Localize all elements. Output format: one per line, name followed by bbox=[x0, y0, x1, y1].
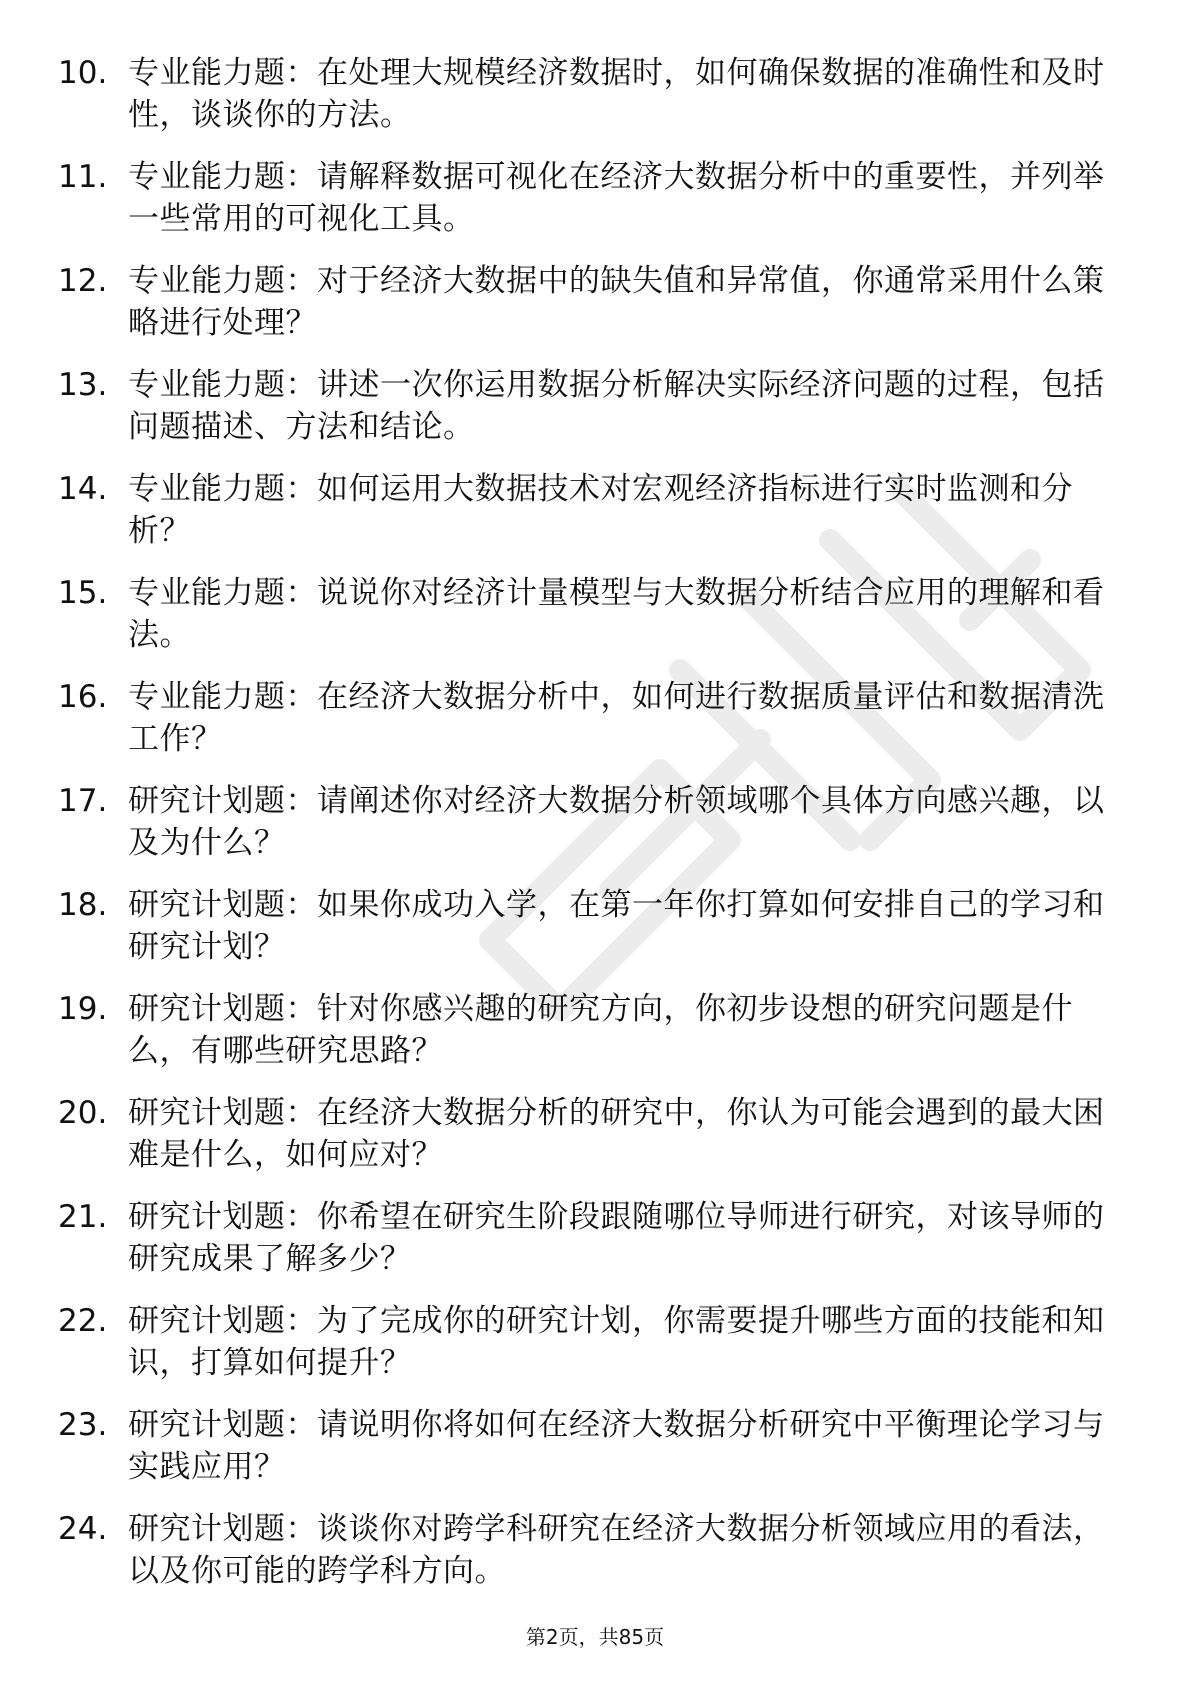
question-item bbox=[58, 572, 1128, 676]
question-text: 研究计划题：谈谈你对跨学科研究在经济大数据分析领域应用的看法，以及你可能的跨学科方向。 bbox=[128, 1511, 1105, 1589]
question-text: 专业能力题：在处理大规模经济数据时，如何确保数据的准确性和及时性，谈谈你的方法。 bbox=[128, 55, 1105, 133]
question-text: 研究计划题：为了完成你的研究计划，你需要提升哪些方面的技能和知识，打算如何提升？ bbox=[128, 1303, 1105, 1381]
question-number: 14. bbox=[58, 471, 108, 507]
question-item bbox=[58, 364, 1128, 468]
question-number: 23. bbox=[58, 1407, 108, 1443]
question-number: 21. bbox=[58, 1199, 108, 1235]
question-text: 研究计划题：请阐述你对经济大数据分析领域哪个具体方向感兴趣，以及为什么？ bbox=[128, 783, 1105, 861]
question-item bbox=[58, 1300, 1128, 1404]
question-number: 11. bbox=[58, 159, 108, 195]
question-number: 12. bbox=[58, 263, 108, 299]
question-item bbox=[58, 156, 1128, 260]
question-item bbox=[58, 884, 1128, 988]
question-list bbox=[58, 52, 1128, 1612]
question-item bbox=[58, 468, 1128, 572]
question-item bbox=[58, 676, 1128, 780]
question-text: 专业能力题：在经济大数据分析中，如何进行数据质量评估和数据清洗工作？ bbox=[128, 679, 1105, 757]
question-number: 22. bbox=[58, 1303, 108, 1339]
question-text: 专业能力题：对于经济大数据中的缺失值和异常值，你通常采用什么策略进行处理？ bbox=[128, 263, 1105, 341]
question-number: 17. bbox=[58, 783, 108, 819]
question-item bbox=[58, 988, 1128, 1092]
question-text: 研究计划题：你希望在研究生阶段跟随哪位导师进行研究，对该导师的研究成果了解多少？ bbox=[128, 1199, 1105, 1277]
question-item bbox=[58, 260, 1128, 364]
question-number: 18. bbox=[58, 887, 108, 923]
question-item bbox=[58, 1508, 1128, 1612]
question-text: 研究计划题：在经济大数据分析的研究中，你认为可能会遇到的最大困难是什么，如何应对？ bbox=[128, 1095, 1105, 1173]
question-number: 19. bbox=[58, 991, 108, 1027]
question-text: 研究计划题：如果你成功入学，在第一年你打算如何安排自己的学习和研究计划？ bbox=[128, 887, 1105, 965]
question-item bbox=[58, 1196, 1128, 1300]
question-text: 研究计划题：请说明你将如何在经济大数据分析研究中平衡理论学习与实践应用？ bbox=[128, 1407, 1105, 1485]
question-text: 专业能力题：请解释数据可视化在经济大数据分析中的重要性，并列举一些常用的可视化工具。 bbox=[128, 159, 1105, 237]
question-text: 专业能力题：讲述一次你运用数据分析解决实际经济问题的过程，包括问题描述、方法和结论。 bbox=[128, 367, 1105, 445]
question-number: 10. bbox=[58, 55, 108, 91]
question-number: 24. bbox=[58, 1511, 108, 1547]
question-number: 16. bbox=[58, 679, 108, 715]
question-text: 专业能力题：说说你对经济计量模型与大数据分析结合应用的理解和看法。 bbox=[128, 575, 1105, 653]
question-number: 15. bbox=[58, 575, 108, 611]
question-text: 研究计划题：针对你感兴趣的研究方向，你初步设想的研究问题是什么，有哪些研究思路？ bbox=[128, 991, 1073, 1069]
question-item bbox=[58, 52, 1128, 156]
question-item bbox=[58, 1092, 1128, 1196]
question-text: 专业能力题：如何运用大数据技术对宏观经济指标进行实时监测和分析？ bbox=[128, 471, 1073, 549]
question-number: 20. bbox=[58, 1095, 108, 1131]
question-item bbox=[58, 1404, 1128, 1508]
question-item bbox=[58, 780, 1128, 884]
question-number: 13. bbox=[58, 367, 108, 403]
page-footer: 第2页，共85页 bbox=[525, 1625, 665, 1649]
